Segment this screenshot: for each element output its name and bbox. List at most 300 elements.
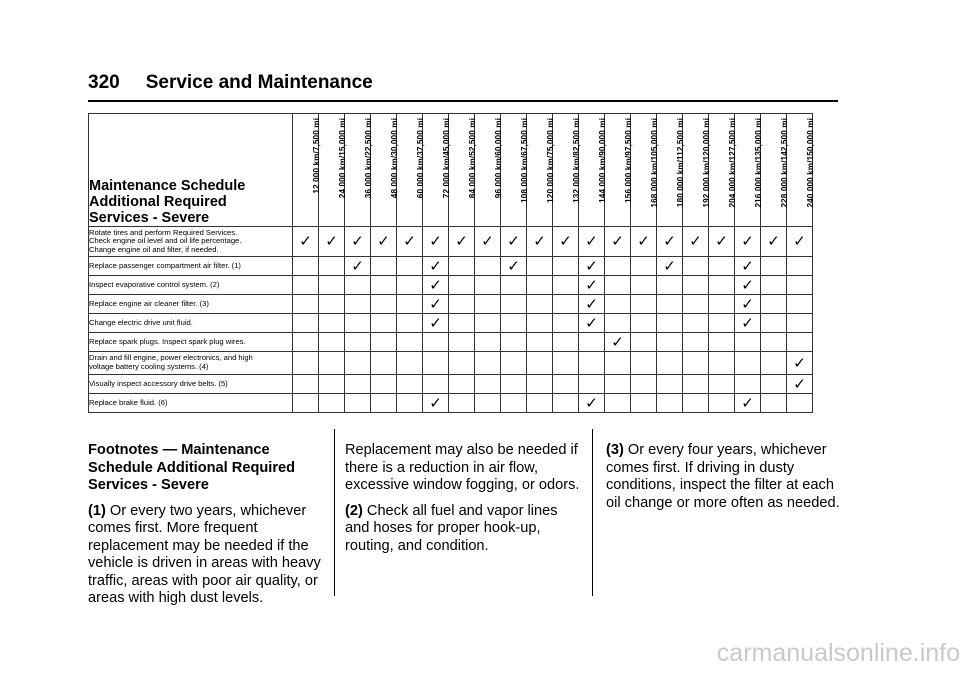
empty-cell <box>475 375 501 394</box>
check-cell <box>423 314 449 333</box>
check-mark-icon: ✓ <box>663 233 676 250</box>
empty-cell <box>501 352 527 375</box>
footnote-number: (2) <box>345 502 363 519</box>
check-cell <box>787 352 813 375</box>
empty-cell <box>761 314 787 333</box>
check-cell <box>345 257 371 276</box>
empty-cell <box>293 333 319 352</box>
empty-cell <box>449 333 475 352</box>
column-header <box>657 114 683 227</box>
empty-cell <box>683 394 709 413</box>
empty-cell <box>579 375 605 394</box>
check-cell <box>423 295 449 314</box>
table-row <box>89 276 813 295</box>
check-cell <box>735 394 761 413</box>
empty-cell <box>449 314 475 333</box>
check-mark-icon: ✓ <box>585 276 598 294</box>
empty-cell <box>553 276 579 295</box>
empty-cell <box>527 276 553 295</box>
footnotes-column-1 <box>88 442 328 616</box>
column-header <box>527 114 553 227</box>
empty-cell <box>683 276 709 295</box>
empty-cell <box>397 352 423 375</box>
empty-cell <box>527 333 553 352</box>
service-description-line: voltage battery cooling systems. (4) <box>89 362 209 371</box>
empty-cell <box>657 295 683 314</box>
check-cell <box>579 295 605 314</box>
empty-cell <box>319 314 345 333</box>
empty-cell <box>631 375 657 394</box>
table-row <box>89 227 813 257</box>
watermark: carmanualsonline.info <box>716 639 960 667</box>
column-header-label: 240 000 km/150,000 mi <box>805 118 815 208</box>
column-header-label: 168 000 km/105,000 mi <box>649 118 659 208</box>
service-description-line: Visually inspect accessory drive belts. (5) <box>89 378 228 388</box>
empty-cell <box>631 394 657 413</box>
column-header-label: 48 000 km/30,000 mi <box>389 118 399 199</box>
check-cell <box>787 227 813 257</box>
service-description-line: Replace passenger compartment air filter. (1) <box>89 260 241 270</box>
check-mark-icon: ✓ <box>741 295 754 313</box>
table-row <box>89 295 813 314</box>
column-header <box>605 114 631 227</box>
check-mark-icon: ✓ <box>741 394 754 412</box>
check-mark-icon: ✓ <box>715 233 728 250</box>
check-mark-icon: ✓ <box>481 233 494 250</box>
empty-cell <box>553 352 579 375</box>
service-description <box>89 333 293 352</box>
column-header-label: 84 000 km/52,500 mi <box>467 118 477 199</box>
check-cell <box>735 257 761 276</box>
table-row <box>89 352 813 375</box>
column-header <box>397 114 423 227</box>
empty-cell <box>475 257 501 276</box>
table-row <box>89 314 813 333</box>
footnotes-column-2 <box>345 442 585 563</box>
empty-cell <box>605 295 631 314</box>
empty-cell <box>631 333 657 352</box>
check-mark-icon: ✓ <box>611 333 624 351</box>
empty-cell <box>293 314 319 333</box>
empty-cell <box>319 257 345 276</box>
empty-cell <box>683 314 709 333</box>
empty-cell <box>527 352 553 375</box>
check-mark-icon: ✓ <box>533 233 546 250</box>
empty-cell <box>501 295 527 314</box>
table-row <box>89 394 813 413</box>
check-cell <box>657 227 683 257</box>
empty-cell <box>657 333 683 352</box>
column-header-label: 204 000 km/127,500 mi <box>727 118 737 208</box>
service-description-line: Replace spark plugs. Inspect spark plug wires. <box>89 336 246 346</box>
check-cell <box>423 257 449 276</box>
empty-cell <box>423 352 449 375</box>
empty-cell <box>449 352 475 375</box>
check-cell <box>735 314 761 333</box>
check-mark-icon: ✓ <box>585 314 598 332</box>
empty-cell <box>319 394 345 413</box>
check-mark-icon: ✓ <box>793 375 806 393</box>
table-title-line: Services - Severe <box>89 210 210 226</box>
column-header-label: 228 000 km/142,500 mi <box>779 118 789 208</box>
empty-cell <box>397 394 423 413</box>
column-divider <box>334 429 335 596</box>
check-cell <box>761 227 787 257</box>
check-mark-icon: ✓ <box>455 233 468 250</box>
check-mark-icon: ✓ <box>767 233 780 250</box>
empty-cell <box>293 352 319 375</box>
table-row <box>89 257 813 276</box>
check-cell <box>605 227 631 257</box>
column-header <box>345 114 371 227</box>
column-header <box>423 114 449 227</box>
empty-cell <box>787 295 813 314</box>
empty-cell <box>657 314 683 333</box>
check-cell <box>605 333 631 352</box>
table-title-line: Maintenance Schedule <box>89 178 246 194</box>
empty-cell <box>293 257 319 276</box>
table-title-line: Additional Required <box>89 194 227 210</box>
check-mark-icon: ✓ <box>611 233 624 250</box>
empty-cell <box>605 394 631 413</box>
check-cell <box>579 314 605 333</box>
empty-cell <box>293 394 319 413</box>
column-header-label: 132 000 km/82,500 mi <box>571 118 581 203</box>
empty-cell <box>371 295 397 314</box>
empty-cell <box>761 352 787 375</box>
check-mark-icon: ✓ <box>741 257 754 275</box>
empty-cell <box>345 394 371 413</box>
check-cell <box>787 375 813 394</box>
empty-cell <box>397 295 423 314</box>
service-description-line: Change electric drive unit fluid. <box>89 317 193 327</box>
table-title <box>89 114 293 227</box>
service-description <box>89 257 293 276</box>
check-mark-icon: ✓ <box>741 233 754 250</box>
check-mark-icon: ✓ <box>325 233 338 250</box>
empty-cell <box>345 333 371 352</box>
empty-cell <box>683 333 709 352</box>
column-header-label: 216 000 km/135,000 mi <box>753 118 763 208</box>
empty-cell <box>761 394 787 413</box>
service-description-line: Drain and fill engine, power electronics, and high <box>89 353 253 363</box>
empty-cell <box>397 333 423 352</box>
empty-cell <box>709 314 735 333</box>
column-header <box>553 114 579 227</box>
check-cell <box>449 227 475 257</box>
check-mark-icon: ✓ <box>585 233 598 250</box>
check-cell <box>683 227 709 257</box>
empty-cell <box>631 352 657 375</box>
empty-cell <box>605 257 631 276</box>
check-cell <box>475 227 501 257</box>
column-header-label: 192 000 km/120,000 mi <box>701 118 711 208</box>
empty-cell <box>527 375 553 394</box>
empty-cell <box>449 375 475 394</box>
empty-cell <box>683 295 709 314</box>
empty-cell <box>683 257 709 276</box>
footnote-text: Or every four years, whichever comes first. If driving in dusty conditions, inspect the filter at each oil change or more often as needed. <box>606 442 840 511</box>
empty-cell <box>449 394 475 413</box>
empty-cell <box>345 375 371 394</box>
column-header <box>709 114 735 227</box>
check-mark-icon: ✓ <box>429 295 442 313</box>
empty-cell <box>605 314 631 333</box>
check-cell <box>423 394 449 413</box>
check-cell <box>709 227 735 257</box>
column-header-label: 96 000 km/60,000 mi <box>493 118 503 199</box>
check-mark-icon: ✓ <box>429 394 442 412</box>
empty-cell <box>709 375 735 394</box>
empty-cell <box>371 394 397 413</box>
check-mark-icon: ✓ <box>559 233 572 250</box>
empty-cell <box>787 257 813 276</box>
page-header <box>88 72 373 94</box>
empty-cell <box>709 276 735 295</box>
empty-cell <box>709 257 735 276</box>
check-cell <box>631 227 657 257</box>
footnotes-title: Footnotes — Maintenance Schedule Additional Required Services - Severe <box>88 442 296 493</box>
check-mark-icon: ✓ <box>663 257 676 275</box>
empty-cell <box>475 276 501 295</box>
column-header-label: 120 000 km/75,000 mi <box>545 118 555 203</box>
check-cell <box>735 295 761 314</box>
empty-cell <box>787 314 813 333</box>
empty-cell <box>709 352 735 375</box>
footnote-number: (3) <box>606 442 624 458</box>
check-cell <box>501 227 527 257</box>
empty-cell <box>475 333 501 352</box>
check-cell <box>579 257 605 276</box>
column-header <box>631 114 657 227</box>
empty-cell <box>319 295 345 314</box>
empty-cell <box>735 375 761 394</box>
empty-cell <box>345 276 371 295</box>
service-description-line: Inspect evaporative control system. (2) <box>89 279 220 289</box>
empty-cell <box>293 295 319 314</box>
column-header <box>449 114 475 227</box>
check-mark-icon: ✓ <box>429 314 442 332</box>
empty-cell <box>475 295 501 314</box>
check-mark-icon: ✓ <box>429 257 442 275</box>
service-description-line: Replace engine air cleaner filter. (3) <box>89 298 209 308</box>
check-mark-icon: ✓ <box>741 276 754 294</box>
column-header-label: 156 000 km/97,500 mi <box>623 118 633 203</box>
check-mark-icon: ✓ <box>507 257 520 275</box>
column-header <box>735 114 761 227</box>
check-mark-icon: ✓ <box>585 295 598 313</box>
empty-cell <box>449 295 475 314</box>
column-header-label: 144 000 km/90,000 mi <box>597 118 607 203</box>
empty-cell <box>397 375 423 394</box>
column-header <box>787 114 813 227</box>
empty-cell <box>501 314 527 333</box>
empty-cell <box>709 295 735 314</box>
empty-cell <box>397 257 423 276</box>
check-mark-icon: ✓ <box>429 276 442 294</box>
empty-cell <box>527 257 553 276</box>
empty-cell <box>449 257 475 276</box>
empty-cell <box>761 257 787 276</box>
empty-cell <box>683 352 709 375</box>
check-cell <box>423 227 449 257</box>
empty-cell <box>345 295 371 314</box>
table-row <box>89 375 813 394</box>
footnote-3 <box>606 442 842 512</box>
empty-cell <box>319 352 345 375</box>
footnote-number: (1) <box>88 502 106 519</box>
empty-cell <box>787 333 813 352</box>
footnote-text: Replacement may also be needed if there is a reduction in air flow, excessive window fogging, or odors. <box>345 442 580 493</box>
check-mark-icon: ✓ <box>299 233 312 250</box>
check-cell <box>657 257 683 276</box>
table-header-row <box>89 114 813 227</box>
service-description-line: Replace brake fluid. (6) <box>89 397 168 407</box>
check-mark-icon: ✓ <box>741 314 754 332</box>
empty-cell <box>501 394 527 413</box>
service-description <box>89 295 293 314</box>
check-cell <box>735 276 761 295</box>
column-header <box>371 114 397 227</box>
empty-cell <box>345 314 371 333</box>
service-description-line: Check engine oil level and oil life percentage. <box>89 236 242 246</box>
column-header-label: 180 000 km/112,500 mi <box>675 118 685 208</box>
footnote-1 <box>88 503 328 608</box>
column-header <box>293 114 319 227</box>
empty-cell <box>761 375 787 394</box>
empty-cell <box>449 276 475 295</box>
empty-cell <box>631 257 657 276</box>
check-mark-icon: ✓ <box>585 257 598 275</box>
empty-cell <box>501 333 527 352</box>
check-mark-icon: ✓ <box>585 394 598 412</box>
table-body <box>89 227 813 413</box>
check-cell <box>527 227 553 257</box>
column-header <box>761 114 787 227</box>
empty-cell <box>319 333 345 352</box>
column-header-label: 60 000 km/37,500 mi <box>415 118 425 199</box>
service-description <box>89 375 293 394</box>
empty-cell <box>657 276 683 295</box>
empty-cell <box>501 375 527 394</box>
empty-cell <box>579 352 605 375</box>
empty-cell <box>371 257 397 276</box>
maintenance-schedule-table <box>88 113 813 413</box>
empty-cell <box>397 276 423 295</box>
footnote-text: Check all fuel and vapor lines and hoses for proper hook-up, routing, and condition. <box>345 502 558 554</box>
empty-cell <box>631 276 657 295</box>
empty-cell <box>579 333 605 352</box>
check-cell <box>345 227 371 257</box>
section-title: Service and Maintenance <box>145 72 373 93</box>
page-number: 320 <box>88 72 120 93</box>
check-cell <box>579 227 605 257</box>
empty-cell <box>553 375 579 394</box>
empty-cell <box>371 375 397 394</box>
check-mark-icon: ✓ <box>351 257 364 275</box>
empty-cell <box>657 352 683 375</box>
empty-cell <box>371 276 397 295</box>
check-mark-icon: ✓ <box>637 233 650 250</box>
empty-cell <box>631 295 657 314</box>
check-mark-icon: ✓ <box>429 233 442 250</box>
check-cell <box>735 227 761 257</box>
empty-cell <box>371 352 397 375</box>
check-mark-icon: ✓ <box>351 233 364 250</box>
check-mark-icon: ✓ <box>377 233 390 250</box>
empty-cell <box>553 314 579 333</box>
empty-cell <box>475 352 501 375</box>
column-header-label: 12 000 km/7,500 mi <box>311 118 321 194</box>
empty-cell <box>527 314 553 333</box>
empty-cell <box>371 314 397 333</box>
check-cell <box>397 227 423 257</box>
service-description <box>89 352 293 375</box>
column-header <box>501 114 527 227</box>
empty-cell <box>709 333 735 352</box>
empty-cell <box>709 394 735 413</box>
check-mark-icon: ✓ <box>689 233 702 250</box>
empty-cell <box>319 276 345 295</box>
empty-cell <box>605 276 631 295</box>
service-description <box>89 394 293 413</box>
service-description <box>89 276 293 295</box>
empty-cell <box>293 375 319 394</box>
check-cell <box>501 257 527 276</box>
check-mark-icon: ✓ <box>403 233 416 250</box>
column-header-label: 72 000 km/45,000 mi <box>441 118 451 199</box>
footnote-text: Or every two years, whichever comes first. More frequent replacement may be needed if the vehicle is driven in areas with heavy traffic, areas with poor air quality, or areas with high dust levels. <box>88 502 321 606</box>
service-description-line: Change engine oil and filter, if needed. <box>89 244 219 254</box>
column-header <box>683 114 709 227</box>
empty-cell <box>527 394 553 413</box>
empty-cell <box>553 295 579 314</box>
service-description-line: Rotate tires and perform Required Services. <box>89 227 238 237</box>
empty-cell <box>501 276 527 295</box>
empty-cell <box>293 276 319 295</box>
column-header-label: 24 000 km/15,000 mi <box>337 118 347 199</box>
empty-cell <box>761 333 787 352</box>
column-header <box>475 114 501 227</box>
empty-cell <box>423 333 449 352</box>
service-description <box>89 314 293 333</box>
empty-cell <box>787 394 813 413</box>
check-cell <box>319 227 345 257</box>
empty-cell <box>631 314 657 333</box>
empty-cell <box>761 276 787 295</box>
header-rule <box>88 100 838 102</box>
empty-cell <box>553 333 579 352</box>
check-cell <box>579 394 605 413</box>
empty-cell <box>787 276 813 295</box>
empty-cell <box>475 314 501 333</box>
empty-cell <box>605 352 631 375</box>
empty-cell <box>761 295 787 314</box>
empty-cell <box>345 352 371 375</box>
empty-cell <box>475 394 501 413</box>
column-header <box>579 114 605 227</box>
empty-cell <box>371 333 397 352</box>
empty-cell <box>735 352 761 375</box>
check-cell <box>553 227 579 257</box>
column-header-label: 108 000 km/67,500 mi <box>519 118 529 203</box>
empty-cell <box>553 257 579 276</box>
table-row <box>89 333 813 352</box>
empty-cell <box>735 333 761 352</box>
empty-cell <box>319 375 345 394</box>
empty-cell <box>397 314 423 333</box>
footnote-2 <box>345 503 585 556</box>
